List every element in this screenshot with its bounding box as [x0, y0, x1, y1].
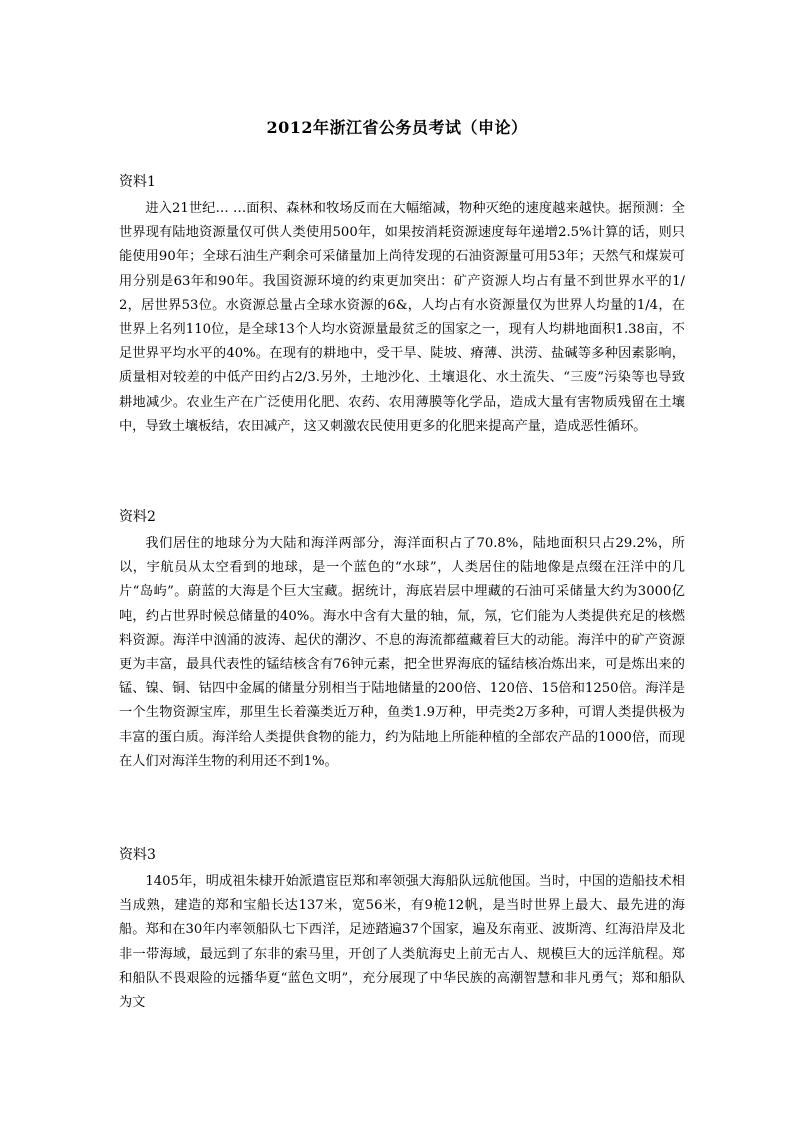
- material-section-3: [119, 843, 685, 1015]
- section-paragraph: 我们居住的地球分为大陆和海洋两部分，海洋面积占了70.8%，陆地面积只占29.2%，所以，宇航员从太空看到的地球，是一个蓝色的“水球”，人类居住的陆地像是点缀在汪洋中的几片“岛屿”。蔚蓝的大海是个巨大宝藏。据统计，海底岩层中埋藏的石油可采储量大约为3000亿吨，约占世界时候总储量的40%。海水中含有大量的轴，氚，氖，它们能为人类提供充足的核燃料资源。海洋中汹涌的波涛、起伏的潮汐、不息的海流都蕴藏着巨大的动能。海洋中的矿产资源更为丰富，最具代表性的锰结核含有76钟元素，把全世界海底的锰结核冶炼出来，可是炼出来的锰、镍、铜、钴四中金属的储量分别相当于陆地储量的200倍、120倍、15倍和1250倍。海洋是一个生物资源宝库，那里生长着藻类近万种，鱼类1.9万种，甲壳类2万多种，可谓人类提供极为丰富的蛋白质。海洋给人类提供食物的能力，约为陆地上所能种植的全部农产品的1000倍，而现在人们对海洋生物的利用还不到1%。: [119, 536, 685, 769]
- material-section-2: [119, 505, 685, 774]
- section-paragraph: 进入21世纪… …面积、森林和牧场反而在大幅缩减，物种灭绝的速度越来越快。据预测：全世界现有陆地资源量仅可供人类使用500年，如果按消耗资源速度每年递增2.5%计算的话，则只能使用90年；全球石油生产剩余可采储量加上尚待发现的石油资源量可用53年；天然气和煤炭可用分别是63年和90年。我国资源环境的约束更加突出：矿产资源人均占有量不到世界水平的1/2，居世界53位。水资源总量占全球水资源的6&，人均占有水资源量仅为世界人均量的1/4，在世界上名列110位，是全球13个人均水资源量最贫乏的国家之一，现有人均耕地面积1.38亩，不足世界平均水平的40%。在现有的耕地中，受干旱、陡坡、瘠薄、洪涝、盐碱等多种因素影响，质量相对较差的中低产田约占2/3.另外，土地沙化、土壤退化、水土流失、“三废”污染等也导致耕地减少。农业生产在广泛使用化肥、农药、农用薄膜等化学品，造成大量有害物质残留在土壤中，导致土壤板结，农田减产，这又刺激农民使用更多的化肥来提高产量，造成恶性循环。: [119, 201, 685, 434]
- section-heading: 资料1: [119, 174, 156, 190]
- section-paragraph: 1405年，明成祖朱棣开始派遣宦臣郑和率领强大海船队远航他国。当时，中国的造船技术相当成熟，建造的郑和宝船长达137米，宽56米，有9桅12帆，是当时世界上最大、最先进的海船。郑和在30年内率领船队七下西洋，足迹踏遍37个国家，遍及东南亚、波斯湾、红海沿岸及北非一带海域，最远到了东非的索马里，开创了人类航海史上前无古人、规模巨大的远洋航程。郑和船队不畏艰险的远播华夏“蓝色文明”，充分展现了中华民族的高潮智慧和非凡勇气；郑和船队为文: [119, 874, 685, 1011]
- section-heading: 资料3: [119, 847, 156, 863]
- section-heading: 资料2: [119, 509, 156, 525]
- document-title: 2012年浙江省公务员考试（申论）: [266, 118, 528, 137]
- material-section-1: [119, 170, 685, 439]
